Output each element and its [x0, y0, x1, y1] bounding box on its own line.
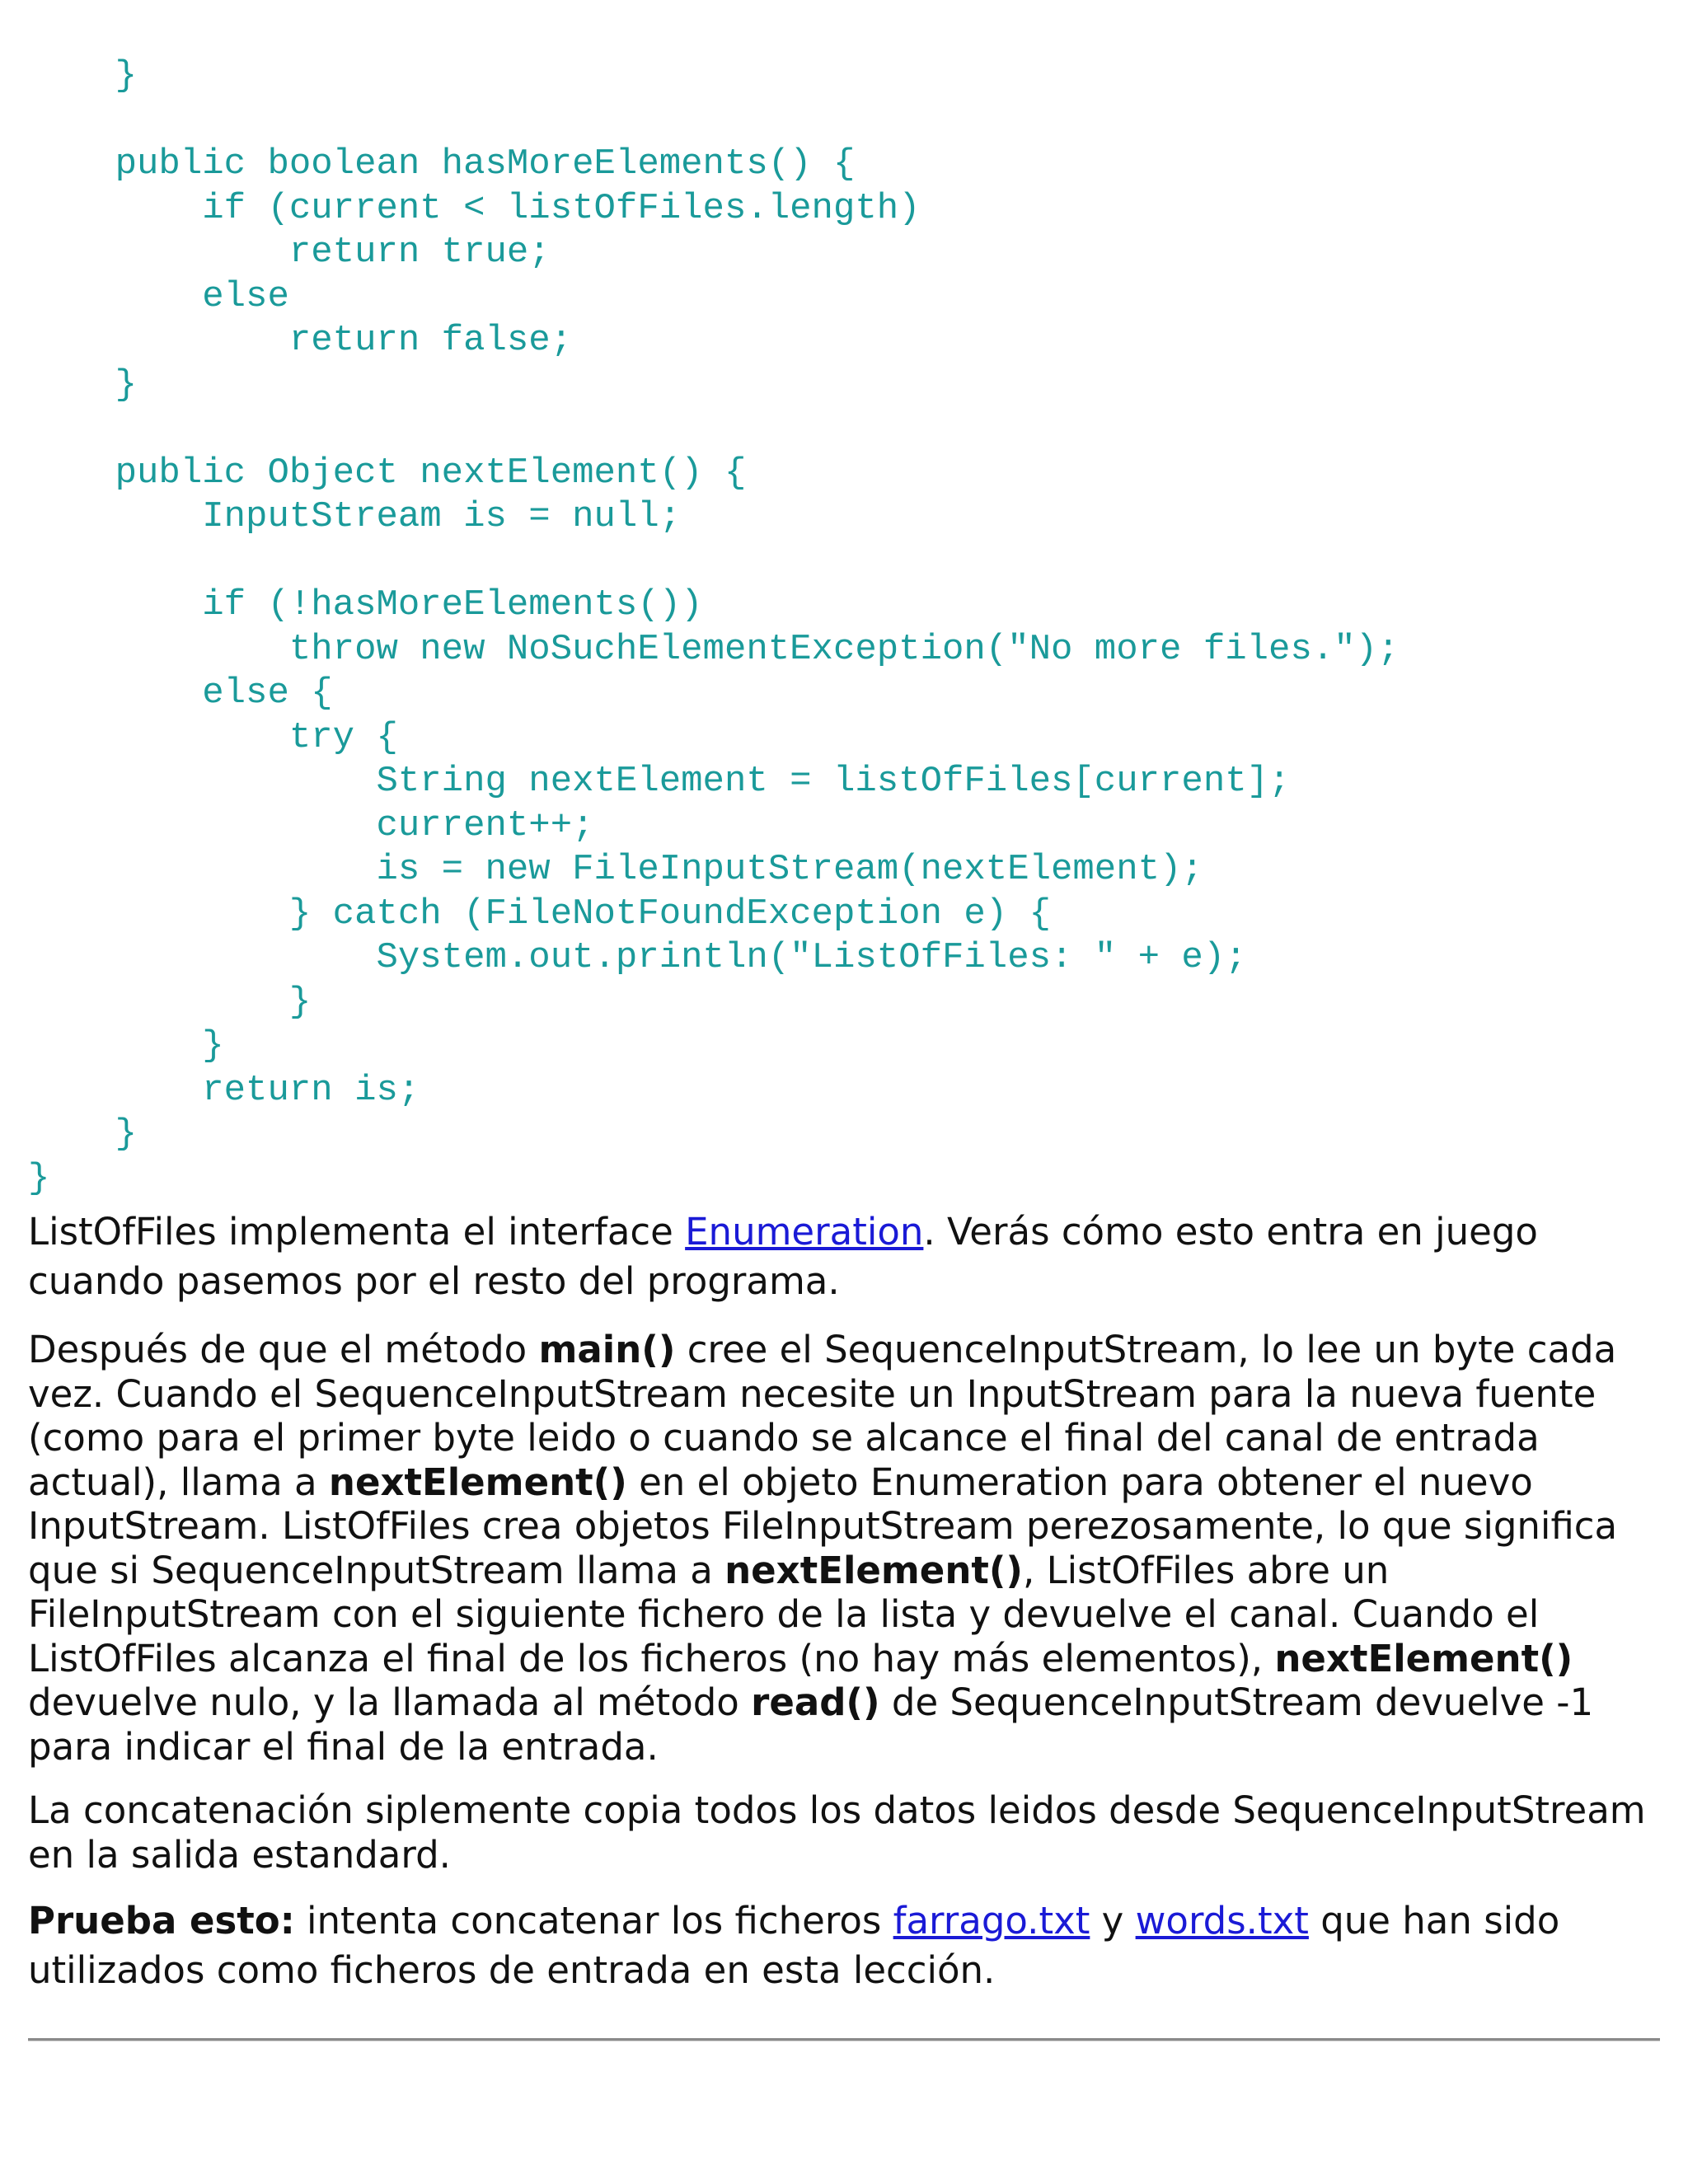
document-page	[28, 0, 1660, 2041]
code-block	[28, 0, 1660, 1201]
text-run: Después de que el método	[28, 1328, 539, 1371]
method-name: nextElement()	[724, 1548, 1023, 1592]
method-name: nextElement()	[328, 1460, 627, 1504]
code-line: return is;	[28, 1069, 420, 1111]
code-line: return true;	[28, 232, 551, 273]
code-line: }	[28, 1113, 138, 1155]
intro-paragraph	[28, 1207, 1660, 1306]
code-line: else {	[28, 673, 333, 714]
try-paragraph	[28, 1896, 1660, 1995]
text-run: cree el SequenceInputStream, lo lee un byte cada vez. Cuando el SequenceInputStream necesite un InputStream para la nueva fuente (como para el primer byte leido o cuando se alcance el final del canal de entrada actual), llama a	[28, 1328, 1617, 1504]
try-label: Prueba esto:	[28, 1899, 295, 1943]
text-run: en el objeto Enumeration para obtener el nuevo InputStream. ListOfFiles crea objetos FileInputStream perezosamente, lo que significa que si SequenceInputStream llama a	[28, 1460, 1618, 1592]
method-name: main()	[538, 1328, 676, 1371]
farrago-link[interactable]: farrago.txt	[893, 1899, 1090, 1943]
text-run: , ListOfFiles abre un FileInputStream con el siguiente fichero de la lista y devuelve el canal. Cuando el ListOfFiles alcanza el final de los ficheros (no hay más elementos),	[28, 1548, 1540, 1680]
method-name: nextElement()	[1274, 1636, 1573, 1680]
body-text	[28, 1207, 1660, 2041]
code-line: if (current < listOfFiles.length)	[28, 187, 921, 229]
code-line: InputStream is = null;	[28, 496, 682, 537]
code-line: System.out.println("ListOfFiles: " + e);	[28, 937, 1247, 978]
text-run: devuelve nulo, y la llamada al método	[28, 1680, 752, 1724]
code-line: }	[28, 363, 138, 405]
words-link[interactable]: words.txt	[1135, 1899, 1309, 1943]
code-line: }	[28, 1157, 50, 1199]
concat-paragraph: La concatenación siplemente copia todos los datos leidos desde SequenceInputStream en la salida estandard.	[28, 1788, 1646, 1877]
text-run: intenta concatenar los ficheros	[294, 1899, 893, 1943]
code-line: }	[28, 1025, 224, 1066]
code-line: if (!hasMoreElements())	[28, 584, 703, 626]
enumeration-link[interactable]: Enumeration	[685, 1210, 924, 1254]
code-line: }	[28, 981, 312, 1023]
code-line: else	[28, 275, 289, 317]
code-line	[28, 540, 1660, 584]
code-line: } catch (FileNotFoundException e) {	[28, 893, 1052, 935]
main-paragraph	[28, 1328, 1660, 1769]
code-line: String nextElement = listOfFiles[current];	[28, 761, 1291, 802]
code-line: throw new NoSuchElementException("No more files.");	[28, 628, 1400, 670]
text-run: y	[1090, 1899, 1136, 1943]
text-run: que han sido utilizados como ficheros de entrada en esta lección.	[28, 1899, 1560, 1992]
code-line: public boolean hasMoreElements() {	[28, 143, 856, 185]
text-run: de SequenceInputStream devuelve -1 para indicar el final de la entrada.	[28, 1680, 1594, 1769]
intro-text-after: . Verás cómo esto entra en juego cuando pasemos por el resto del programa.	[28, 1210, 1538, 1303]
code-line: return false;	[28, 320, 573, 361]
code-line: try {	[28, 716, 398, 758]
horizontal-rule	[28, 2038, 1660, 2041]
code-line: public Object nextElement() {	[28, 452, 747, 494]
code-line: }	[28, 55, 138, 96]
method-name: read()	[751, 1680, 880, 1724]
code-line: current++;	[28, 804, 594, 846]
intro-text: ListOfFiles implementa el interface	[28, 1210, 686, 1254]
code-line: is = new FileInputStream(nextElement);	[28, 849, 1203, 890]
code-line	[28, 407, 1660, 452]
code-line	[28, 99, 1660, 143]
